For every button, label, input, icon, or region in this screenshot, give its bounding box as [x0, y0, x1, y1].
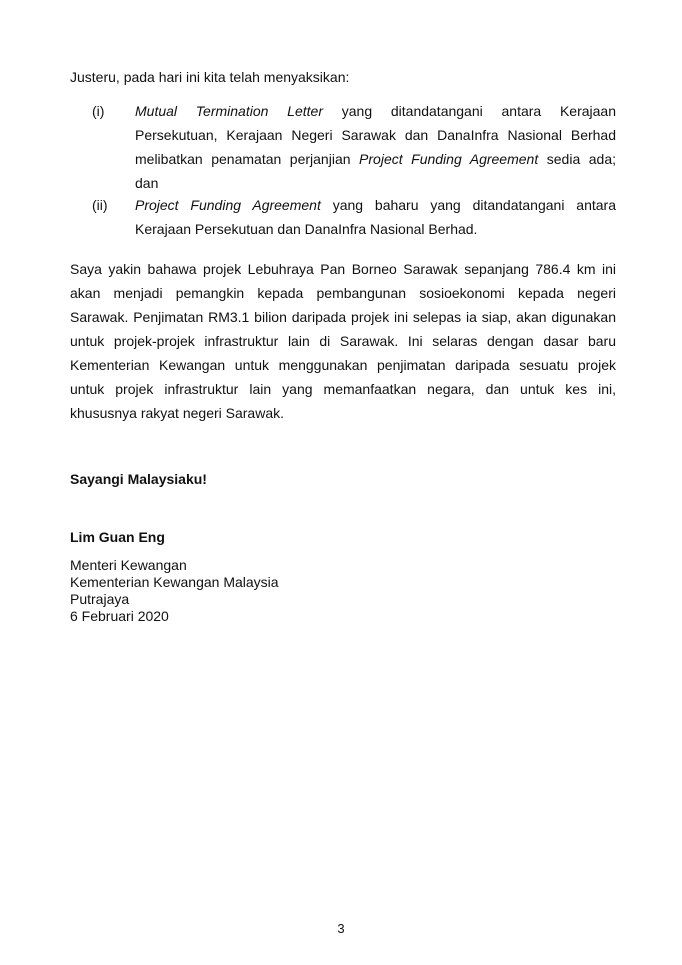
signatory-title: Menteri Kewangan [70, 557, 187, 573]
paragraph-line: Saya yakin bahawa projek Lebuhraya Pan Borneo Sarawak sepanjang 786.4 km ini [70, 261, 616, 277]
paragraph-line: untuk projek-projek infrastruktur lain di Sarawak. Ini selaras dengan dasar baru [70, 333, 616, 349]
list-line: Project Funding Agreement yang baharu yang ditandatangani antara [135, 197, 616, 213]
paragraph-line: untuk projek infrastruktur lain yang memanfaatkan negara, dan untuk kes ini, [70, 381, 616, 397]
list-item-text [135, 99, 616, 195]
body-paragraph [70, 257, 616, 425]
signatory-date: 6 Februari 2020 [70, 608, 169, 624]
list-item-i [92, 99, 616, 195]
intro-text: Justeru, pada hari ini kita telah menyaksikan: [70, 69, 350, 85]
list-line: melibatkan penamatan perjanjian Project Funding Agreement sedia ada; [135, 151, 616, 167]
slogan: Sayangi Malaysiaku! [70, 471, 207, 487]
paragraph-line: Sarawak. Penjimatan RM3.1 bilion daripada projek ini selepas ia siap, akan digunakan [70, 309, 616, 325]
paragraph-line: khususnya rakyat negeri Sarawak. [70, 405, 284, 421]
list-item-ii [92, 193, 616, 241]
signatory-ministry: Kementerian Kewangan Malaysia [70, 574, 279, 590]
signatory-place: Putrajaya [70, 591, 130, 607]
list-line: Mutual Termination Letter yang ditandatangani antara Kerajaan [135, 103, 616, 119]
paragraph-line: akan menjadi pemangkin kepada pembangunan sosioekonomi kepada negeri [70, 285, 616, 301]
paragraph-line: Kementerian Kewangan untuk menggunakan penjimatan daripada sesuatu projek [70, 357, 616, 373]
page-number: 3 [337, 921, 345, 936]
list-line: Kerajaan Persekutuan dan DanaInfra Nasional Berhad. [135, 221, 478, 237]
list-line: dan [135, 175, 159, 191]
list-item-text [135, 193, 616, 241]
list-line: Persekutuan, Kerajaan Negeri Sarawak dan DanaInfra Nasional Berhad [135, 127, 616, 143]
list-marker: (ii) [92, 197, 108, 213]
list-marker: (i) [92, 103, 105, 119]
signatory-name: Lim Guan Eng [70, 529, 165, 545]
